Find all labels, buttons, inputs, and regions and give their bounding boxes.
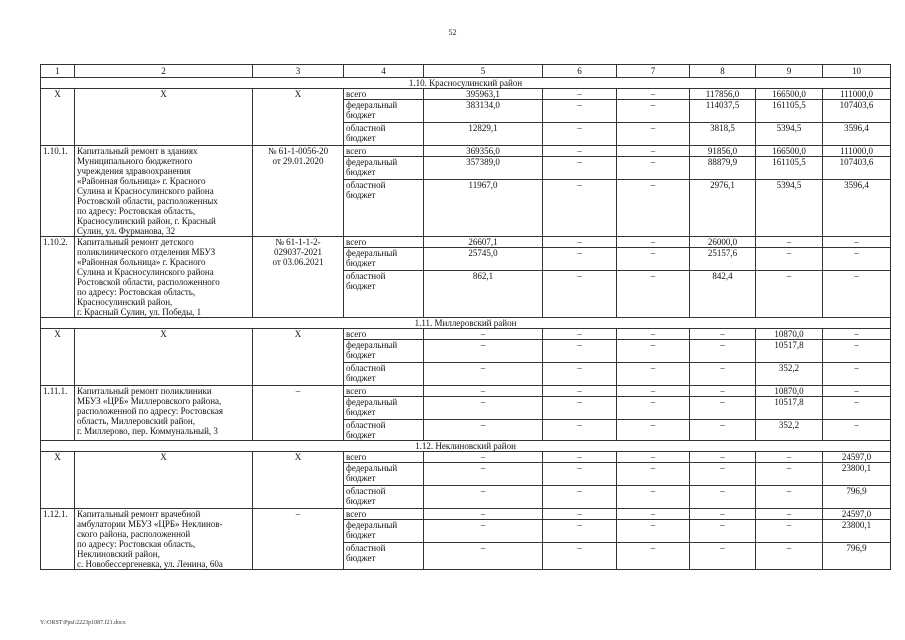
amount-cell: 5394,5 (756, 180, 823, 237)
amount-cell: – (543, 340, 617, 363)
amount-cell: – (424, 329, 543, 340)
amount-cell: – (543, 397, 617, 420)
object-row-line (41, 386, 891, 397)
amount-cell: – (690, 509, 756, 520)
amount-cell: 107403,6 (823, 100, 891, 123)
amount-cell: – (617, 100, 690, 123)
column-number: 8 (690, 65, 756, 78)
amount-cell: – (424, 363, 543, 386)
amount-cell: – (756, 452, 823, 463)
amount-cell: – (756, 543, 823, 570)
amount-cell: 3596,4 (823, 123, 891, 146)
amount-cell: 166500,0 (756, 89, 823, 100)
amount-cell: – (424, 452, 543, 463)
amount-cell: – (617, 420, 690, 441)
amount-cell: – (690, 486, 756, 509)
amount-cell: – (823, 329, 891, 340)
funding-source: федеральный бюджет (344, 248, 424, 271)
expertise-document: – (253, 386, 344, 441)
amount-cell: – (543, 486, 617, 509)
amount-cell: 352,2 (756, 363, 823, 386)
section-title: 1.10. Красносулинский район (41, 78, 891, 89)
funding-source: федеральный бюджет (344, 463, 424, 486)
amount-cell: 10517,8 (756, 340, 823, 363)
item-number: X (41, 452, 75, 509)
amount-cell: – (617, 543, 690, 570)
amount-cell: – (543, 543, 617, 570)
amount-cell: – (617, 386, 690, 397)
amount-cell: 26000,0 (690, 237, 756, 248)
object-description: Капитальный ремонт поликлиники МБУЗ «ЦРБ» Миллеровского района, расположенной по адресу: Ростовская область, Миллеровский район, г. Миллерово, пер. Коммунальный, 3 (75, 386, 253, 441)
funding-source: федеральный бюджет (344, 397, 424, 420)
funding-source: всего (344, 452, 424, 463)
amount-cell: 11967,0 (424, 180, 543, 237)
amount-cell: 10517,8 (756, 397, 823, 420)
amount-cell: – (823, 271, 891, 318)
expertise-document: № 61-1-0056-20 от 29.01.2020 (253, 146, 344, 237)
amount-cell: – (543, 509, 617, 520)
funding-source: областной бюджет (344, 123, 424, 146)
amount-cell: 23800,1 (823, 463, 891, 486)
amount-cell: – (690, 363, 756, 386)
amount-cell: – (617, 237, 690, 248)
amount-cell: 111000,0 (823, 146, 891, 157)
amount-cell: – (424, 386, 543, 397)
amount-cell: – (424, 486, 543, 509)
amount-cell: – (424, 520, 543, 543)
amount-cell: 842,4 (690, 271, 756, 318)
total-row-line (41, 452, 891, 463)
amount-cell: – (823, 397, 891, 420)
funding-source: федеральный бюджет (344, 520, 424, 543)
amount-cell: 161105,5 (756, 100, 823, 123)
funding-source: областной бюджет (344, 363, 424, 386)
column-number: 7 (617, 65, 690, 78)
funding-source: всего (344, 509, 424, 520)
amount-cell: – (823, 420, 891, 441)
amount-cell: – (690, 397, 756, 420)
funding-source: областной бюджет (344, 180, 424, 237)
column-number: 3 (253, 65, 344, 78)
amount-cell: 369356,0 (424, 146, 543, 157)
object-description: X (75, 329, 253, 386)
amount-cell: – (424, 340, 543, 363)
total-row-line (41, 89, 891, 100)
amount-cell: – (823, 237, 891, 248)
amount-cell: 117856,0 (690, 89, 756, 100)
amount-cell: – (543, 420, 617, 441)
amount-cell: – (756, 486, 823, 509)
item-number: X (41, 329, 75, 386)
amount-cell: – (543, 237, 617, 248)
amount-cell: – (543, 520, 617, 543)
amount-cell: – (543, 146, 617, 157)
amount-cell: – (823, 363, 891, 386)
object-description: X (75, 89, 253, 146)
funding-source: областной бюджет (344, 420, 424, 441)
funding-source: федеральный бюджет (344, 340, 424, 363)
amount-cell: 796,9 (823, 543, 891, 570)
amount-cell: 383134,0 (424, 100, 543, 123)
column-number: 2 (75, 65, 253, 78)
amount-cell: 25745,0 (424, 248, 543, 271)
item-number: 1.10.2. (41, 237, 75, 318)
amount-cell: 161105,5 (756, 157, 823, 180)
amount-cell: – (617, 520, 690, 543)
amount-cell: – (690, 543, 756, 570)
section-title: 1.11. Миллеровский район (41, 318, 891, 329)
funding-source: областной бюджет (344, 486, 424, 509)
amount-cell: – (617, 123, 690, 146)
object-description: Капитальный ремонт детского поликлинического отделения МБУЗ «Районная больница» г. Красного Сулина и Красносулинского района Ростовской области, расположенного по адресу: Ростовская область, Красносулинский район, г. Красный Сулин, ул. Победы, 1 (75, 237, 253, 318)
amount-cell: – (543, 363, 617, 386)
item-number: 1.12.1. (41, 509, 75, 570)
amount-cell: 2976,1 (690, 180, 756, 237)
amount-cell: – (617, 89, 690, 100)
funding-source: всего (344, 146, 424, 157)
amount-cell: – (424, 543, 543, 570)
expertise-document: – (253, 509, 344, 570)
funding-source: федеральный бюджет (344, 157, 424, 180)
amount-cell: 166500,0 (756, 146, 823, 157)
amount-cell: – (617, 340, 690, 363)
amount-cell: – (756, 520, 823, 543)
amount-cell: 395963,1 (424, 89, 543, 100)
amount-cell: – (690, 340, 756, 363)
object-row-line (41, 509, 891, 520)
amount-cell: – (690, 386, 756, 397)
amount-cell: – (543, 89, 617, 100)
expertise-document: X (253, 329, 344, 386)
amount-cell: 10870,0 (756, 386, 823, 397)
amount-cell: – (823, 340, 891, 363)
amount-cell: – (756, 271, 823, 318)
object-description: Капитальный ремонт врачебной амбулатории МБУЗ «ЦРБ» Неклинов- ского района, расположенной по адресу: Ростовская область, Неклиновский район, с. Новобессергеневка, ул. Ленина, 60а (75, 509, 253, 570)
amount-cell: – (617, 180, 690, 237)
amount-cell: – (424, 463, 543, 486)
amount-cell: – (756, 248, 823, 271)
amount-cell: – (617, 452, 690, 463)
amount-cell: – (543, 463, 617, 486)
section-header-row (41, 78, 891, 89)
file-path-footer: Y:\ORST\Ppsi\2223p1087.f21.docx (40, 620, 126, 626)
amount-cell: – (617, 509, 690, 520)
amount-cell: 25157,6 (690, 248, 756, 271)
amount-cell: 796,9 (823, 486, 891, 509)
amount-cell: – (543, 123, 617, 146)
column-number: 9 (756, 65, 823, 78)
budget-table (40, 64, 891, 570)
column-number: 1 (41, 65, 75, 78)
column-number-row (41, 65, 891, 78)
column-number: 4 (344, 65, 424, 78)
total-row-line (41, 329, 891, 340)
amount-cell: – (823, 248, 891, 271)
amount-cell: 5394,5 (756, 123, 823, 146)
section-header-row (41, 318, 891, 329)
amount-cell: 12829,1 (424, 123, 543, 146)
amount-cell: 24597,0 (823, 509, 891, 520)
amount-cell: – (617, 248, 690, 271)
amount-cell: – (756, 509, 823, 520)
amount-cell: – (543, 248, 617, 271)
amount-cell: 91856,0 (690, 146, 756, 157)
amount-cell: – (617, 486, 690, 509)
amount-cell: – (617, 397, 690, 420)
amount-cell: – (543, 452, 617, 463)
column-number: 10 (823, 65, 891, 78)
funding-source: всего (344, 329, 424, 340)
amount-cell: 3818,5 (690, 123, 756, 146)
amount-cell: – (617, 363, 690, 386)
funding-source: всего (344, 386, 424, 397)
amount-cell: – (690, 420, 756, 441)
section-title: 1.12. Неклиновский район (41, 441, 891, 452)
amount-cell: – (424, 420, 543, 441)
amount-cell: – (690, 520, 756, 543)
amount-cell: 862,1 (424, 271, 543, 318)
amount-cell: – (756, 237, 823, 248)
amount-cell: – (617, 157, 690, 180)
amount-cell: 357389,0 (424, 157, 543, 180)
amount-cell: – (617, 271, 690, 318)
amount-cell: – (617, 329, 690, 340)
amount-cell: – (617, 463, 690, 486)
item-number: 1.11.1. (41, 386, 75, 441)
amount-cell: 114037,5 (690, 100, 756, 123)
funding-source: всего (344, 89, 424, 100)
column-number: 5 (424, 65, 543, 78)
object-description: X (75, 452, 253, 509)
expertise-document: X (253, 89, 344, 146)
amount-cell: – (617, 146, 690, 157)
amount-cell: – (756, 463, 823, 486)
amount-cell: – (424, 509, 543, 520)
amount-cell: – (823, 386, 891, 397)
amount-cell: – (543, 271, 617, 318)
funding-source: областной бюджет (344, 543, 424, 570)
amount-cell: – (690, 463, 756, 486)
amount-cell: 111000,0 (823, 89, 891, 100)
item-number: 1.10.1. (41, 146, 75, 237)
item-number: X (41, 89, 75, 146)
amount-cell: – (543, 157, 617, 180)
amount-cell: 10870,0 (756, 329, 823, 340)
funding-source: федеральный бюджет (344, 100, 424, 123)
amount-cell: 107403,6 (823, 157, 891, 180)
amount-cell: 24597,0 (823, 452, 891, 463)
amount-cell: 23800,1 (823, 520, 891, 543)
object-description: Капитальный ремонт в зданиях Муниципального бюджетного учреждения здравоохранения «Районная больница» г. Красного Сулина и Красносулинского района Ростовской области, расположенных по адресу: Ростовская область, Красносулинский район, г. Красный Сулин, ул. Фурманова, 32 (75, 146, 253, 237)
expertise-document: X (253, 452, 344, 509)
object-row-line (41, 237, 891, 248)
amount-cell: 3596,4 (823, 180, 891, 237)
object-row-line (41, 146, 891, 157)
amount-cell: 352,2 (756, 420, 823, 441)
funding-source: всего (344, 237, 424, 248)
amount-cell: – (543, 180, 617, 237)
section-header-row (41, 441, 891, 452)
amount-cell: – (690, 329, 756, 340)
amount-cell: – (543, 386, 617, 397)
amount-cell: – (543, 100, 617, 123)
expertise-document: № 61-1-1-2- 029037-2021 от 03.06.2021 (253, 237, 344, 318)
column-number: 6 (543, 65, 617, 78)
page-number: 52 (448, 28, 457, 37)
amount-cell: 88879,9 (690, 157, 756, 180)
funding-source: областной бюджет (344, 271, 424, 318)
amount-cell: 26607,1 (424, 237, 543, 248)
amount-cell: – (690, 452, 756, 463)
amount-cell: – (424, 397, 543, 420)
amount-cell: – (543, 329, 617, 340)
